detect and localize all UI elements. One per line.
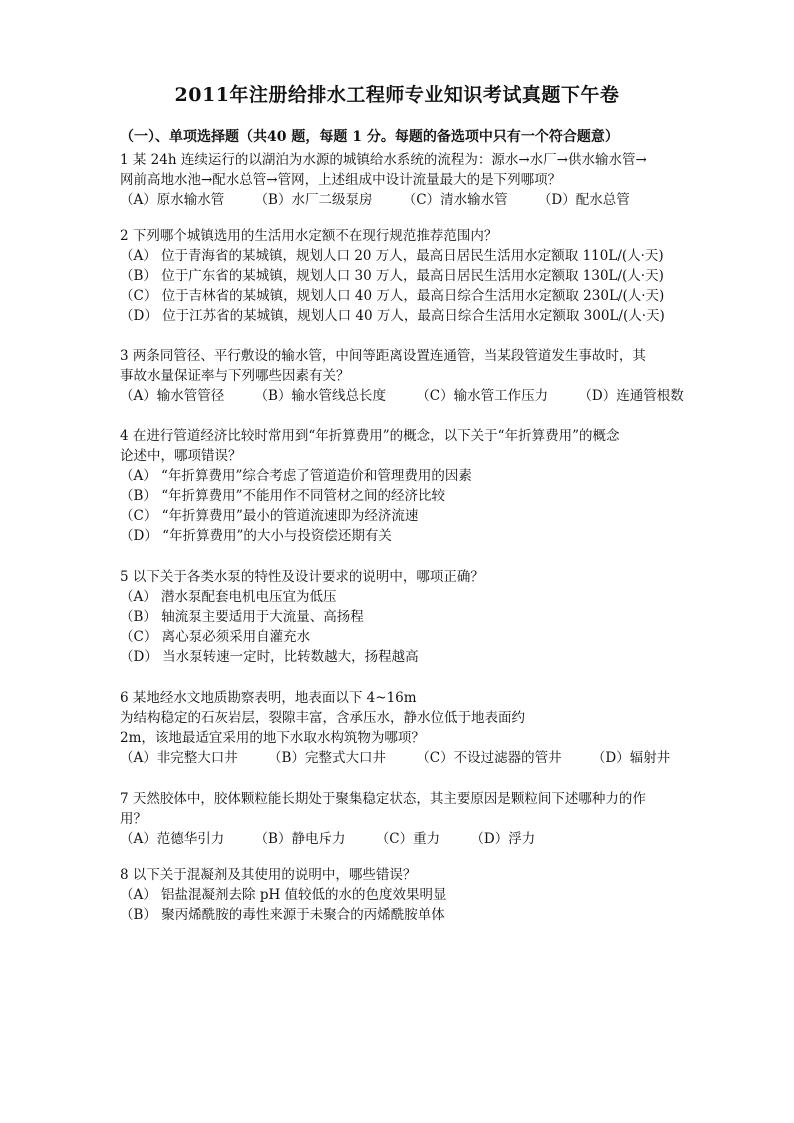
options-row bbox=[120, 829, 680, 849]
question-stem-line: 事故水量保证率与下列哪些因素有关？ bbox=[120, 368, 350, 384]
option-b: （B） 聚丙烯酰胺的毒性来源于未聚合的丙烯酰胺单体 bbox=[120, 907, 445, 923]
question-8 bbox=[120, 865, 680, 925]
option-c: （C） 位于吉林省的某城镇，规划人口 40 万人，最高日综合生活用水定额取 230L/(人·天) bbox=[120, 288, 665, 304]
option-d: （D）辐射井 bbox=[591, 750, 671, 766]
question-stem-line: 4 在进行管道经济比较时常用到“年折算费用”的概念，以下关于“年折算费用”的概念 bbox=[120, 428, 620, 444]
question-stem-line: 网前高地水池→配水总管→管网，上述组成中设计流量最大的是下列哪项？ bbox=[120, 172, 562, 188]
option-d: （D） “年折算费用”的大小与投资偿还期有关 bbox=[120, 528, 392, 544]
section-heading: （一）、单项选择题（共40 题，每题 1 分。每题的备选项中只有一个符合题意） bbox=[120, 129, 619, 145]
question-stem-line: 8 以下关于混凝剂及其使用的说明中，哪些错误？ bbox=[120, 867, 417, 883]
question-3 bbox=[120, 346, 684, 406]
options-row bbox=[120, 190, 680, 210]
question-stem-line: 用？ bbox=[120, 811, 147, 827]
question-stem-line: 6 某地经水文地质勘察表明，地表面以下 4~16m bbox=[120, 690, 417, 706]
question-stem-line: 7 天然胶体中，胶体颗粒能长期处于聚集稳定状态，其主要原因是颗粒间下述哪种力的作 bbox=[120, 791, 646, 807]
option-c: （C）清水输水管 bbox=[402, 192, 508, 208]
question-4 bbox=[120, 426, 680, 546]
options-row bbox=[120, 386, 684, 406]
page-title: 2011年注册给排水工程师专业知识考试真题下午卷 bbox=[174, 84, 620, 106]
option-d: （D）浮力 bbox=[470, 831, 536, 847]
options-row bbox=[120, 748, 680, 768]
option-c: （C）不设过滤器的管井 bbox=[416, 750, 562, 766]
question-1 bbox=[120, 150, 680, 210]
question-stem-line: 3 两条同管径、平行敷设的输水管，中间等距离设置连通管，当某段管道发生事故时，其 bbox=[120, 348, 646, 364]
option-a: （A）原水输水管 bbox=[120, 192, 225, 208]
option-a: （A） “年折算费用”综合考虑了管道造价和管理费用的因素 bbox=[120, 468, 472, 484]
option-a: （A）输水管管径 bbox=[120, 388, 225, 404]
question-stem-line: 2m，该地最适宜采用的地下水取水构筑物为哪项？ bbox=[120, 730, 425, 746]
question-stem-line: 2 下列哪个城镇选用的生活用水定额不在现行规范推荐范围内？ bbox=[120, 228, 498, 244]
option-a: （A）非完整大口井 bbox=[120, 750, 238, 766]
options-list bbox=[120, 466, 680, 546]
option-b: （B）完整式大口井 bbox=[268, 750, 386, 766]
question-stem-line: 5 以下关于各类水泵的特性及设计要求的说明中，哪项正确？ bbox=[120, 569, 484, 585]
option-d: （D）连通管根数 bbox=[578, 388, 684, 404]
question-stem-line: 为结构稳定的石灰岩层，裂隙丰富，含承压水，静水位低于地表面约 bbox=[120, 710, 525, 726]
options-list bbox=[120, 246, 680, 326]
question-2 bbox=[120, 226, 680, 326]
option-a: （A） 位于青海省的某城镇，规划人口 20 万人，最高日居民生活用水定额取 110L/(人·天) bbox=[120, 248, 664, 264]
option-a: （A）范德华引力 bbox=[120, 831, 225, 847]
option-a: （A） 铝盐混凝剂去除 pH 值较低的水的色度效果明显 bbox=[120, 887, 447, 903]
question-stem-line: 1 某 24h 连续运行的以湖泊为水源的城镇给水系统的流程为：源水→水厂→供水输水管→ bbox=[120, 152, 647, 168]
option-c: （C） 离心泵必须采用自灌充水 bbox=[120, 629, 311, 645]
option-b: （B）水厂二级泵房 bbox=[254, 192, 373, 208]
option-a: （A） 潜水泵配套电机电压宜为低压 bbox=[120, 589, 337, 605]
question-7 bbox=[120, 789, 680, 849]
options-list bbox=[120, 587, 680, 667]
option-b: （B） 轴流泵主要适用于大流量、高扬程 bbox=[120, 609, 364, 625]
question-stem-line: 论述中，哪项错误？ bbox=[120, 448, 242, 464]
option-c: （C）重力 bbox=[375, 831, 441, 847]
option-d: （D）配水总管 bbox=[537, 192, 630, 208]
option-b: （B）输水管线总长度 bbox=[254, 388, 386, 404]
question-5 bbox=[120, 567, 680, 667]
option-b: （B） 位于广东省的某城镇，规划人口 30 万人，最高日居民生活用水定额取 130L/(人·天) bbox=[120, 268, 664, 284]
options-list bbox=[120, 885, 680, 925]
option-d: （D） 位于江苏省的某城镇，规划人口 40 万人，最高日综合生活用水定额取 300L/(人·天) bbox=[120, 308, 665, 324]
question-6 bbox=[120, 688, 680, 768]
option-c: （C） “年折算费用”最小的管道流速即为经济流速 bbox=[120, 508, 419, 524]
option-c: （C）输水管工作压力 bbox=[416, 388, 549, 404]
option-b: （B）静电斥力 bbox=[254, 831, 346, 847]
option-d: （D） 当水泵转速一定时，比转数越大，扬程越高 bbox=[120, 649, 419, 665]
option-b: （B） “年折算费用”不能用作不同管材之间的经济比较 bbox=[120, 488, 446, 504]
